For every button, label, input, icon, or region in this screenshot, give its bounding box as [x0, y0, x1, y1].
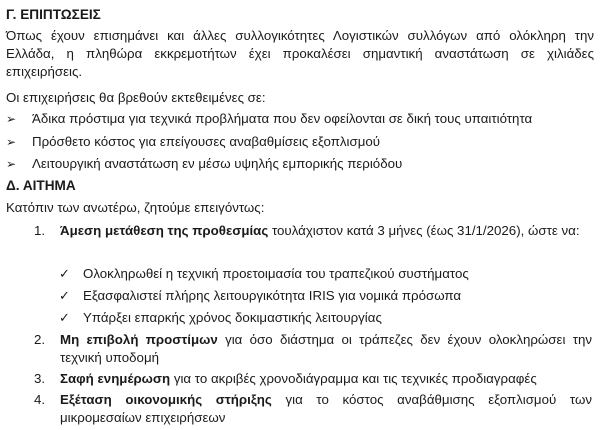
checkmark-icon: ✓ [59, 288, 70, 303]
sub-item-text: Ολοκληρωθεί η τεχνική προετοιμασία του τραπεζικού συστήματος [83, 266, 469, 281]
checkmark-icon: ✓ [59, 266, 70, 281]
item-bold-text: Μη επιβολή προστίμων [60, 332, 218, 347]
sub-item [59, 265, 469, 283]
item-bold-text: Σαφή ενημέρωση [60, 371, 171, 386]
item-number: 2. [34, 332, 46, 347]
request-item-3 [34, 370, 592, 388]
arrow-bullet-icon: ➢ [6, 157, 17, 171]
item-body [60, 331, 592, 367]
item-body [60, 222, 592, 240]
item-text: για όσο διάστημα οι τράπεζες δεν έχουν ολοκληρώσει την τεχνική υποδομή [60, 332, 592, 366]
bullet-text: Πρόσθετο κόστος για επείγουσες αναβαθμίσεις εξοπλισμού [32, 134, 381, 149]
item-number: 1. [34, 223, 46, 238]
arrow-bullet-icon: ➢ [6, 135, 17, 149]
bullet-item [6, 110, 532, 128]
arrow-bullet-icon: ➢ [6, 112, 17, 126]
sub-item [59, 309, 382, 327]
item-text: για το ακριβές χρονοδιάγραμμα και τις τεχνικές προδιαγραφές [170, 371, 537, 386]
request-item-4 [34, 391, 592, 427]
section-c-intro: Όπως έχουν επισημάνει και άλλες συλλογικότητες Λογιστικών συλλόγων από ολόκληρη την Ελλάδα, η πληθώρα εκκρεμοτήτων έχει προκαλέσει σημαντική αναστάτωση σε χιλιάδες επιχειρήσεις. [6, 28, 594, 80]
sub-item-text: Εξασφαλιστεί πλήρης λειτουργικότητα IRIS για νομικά πρόσωπα [83, 288, 462, 303]
section-c-lead: Οι επιχειρήσεις θα βρεθούν εκτεθειμένες σε: [6, 90, 266, 105]
section-c-heading: Γ. ΕΠΙΠΤΩΣΕΙΣ [6, 7, 101, 22]
sub-item [59, 287, 461, 305]
bullet-item [6, 133, 380, 151]
request-item-1 [34, 222, 592, 240]
section-d-heading: Δ. ΑΙΤΗΜΑ [6, 178, 76, 193]
checkmark-icon: ✓ [59, 310, 70, 325]
bullet-item [6, 155, 402, 173]
sub-item-text: Υπάρξει επαρκής χρόνος δοκιμαστικής λειτουργίας [83, 310, 382, 325]
item-body [60, 370, 592, 388]
bullet-text: Λειτουργική αναστάτωση εν μέσω υψηλής εμπορικής περιόδου [32, 156, 403, 171]
item-text: για το κόστος αναβάθμισης εξοπλισμού των μικρομεσαίων επιχειρήσεων [60, 392, 592, 426]
request-item-2 [34, 331, 592, 367]
bullet-text: Άδικα πρόστιμα για τεχνικά προβλήματα που δεν οφείλονται σε δική τους υπαιτιότητα [32, 111, 533, 126]
item-number: 4. [34, 392, 46, 407]
item-number: 3. [34, 371, 46, 386]
item-bold-text: Άμεση μετάθεση της προθεσμίας [60, 223, 269, 238]
section-d-lead: Κατόπιν των ανωτέρω, ζητούμε επειγόντως: [6, 200, 265, 215]
item-body [60, 391, 592, 427]
item-text: τουλάχιστον κατά 3 μήνες (έως 31/1/2026), ώστε να: [268, 223, 580, 238]
item-bold-text: Εξέταση οικονομικής στήριξης [60, 392, 272, 407]
